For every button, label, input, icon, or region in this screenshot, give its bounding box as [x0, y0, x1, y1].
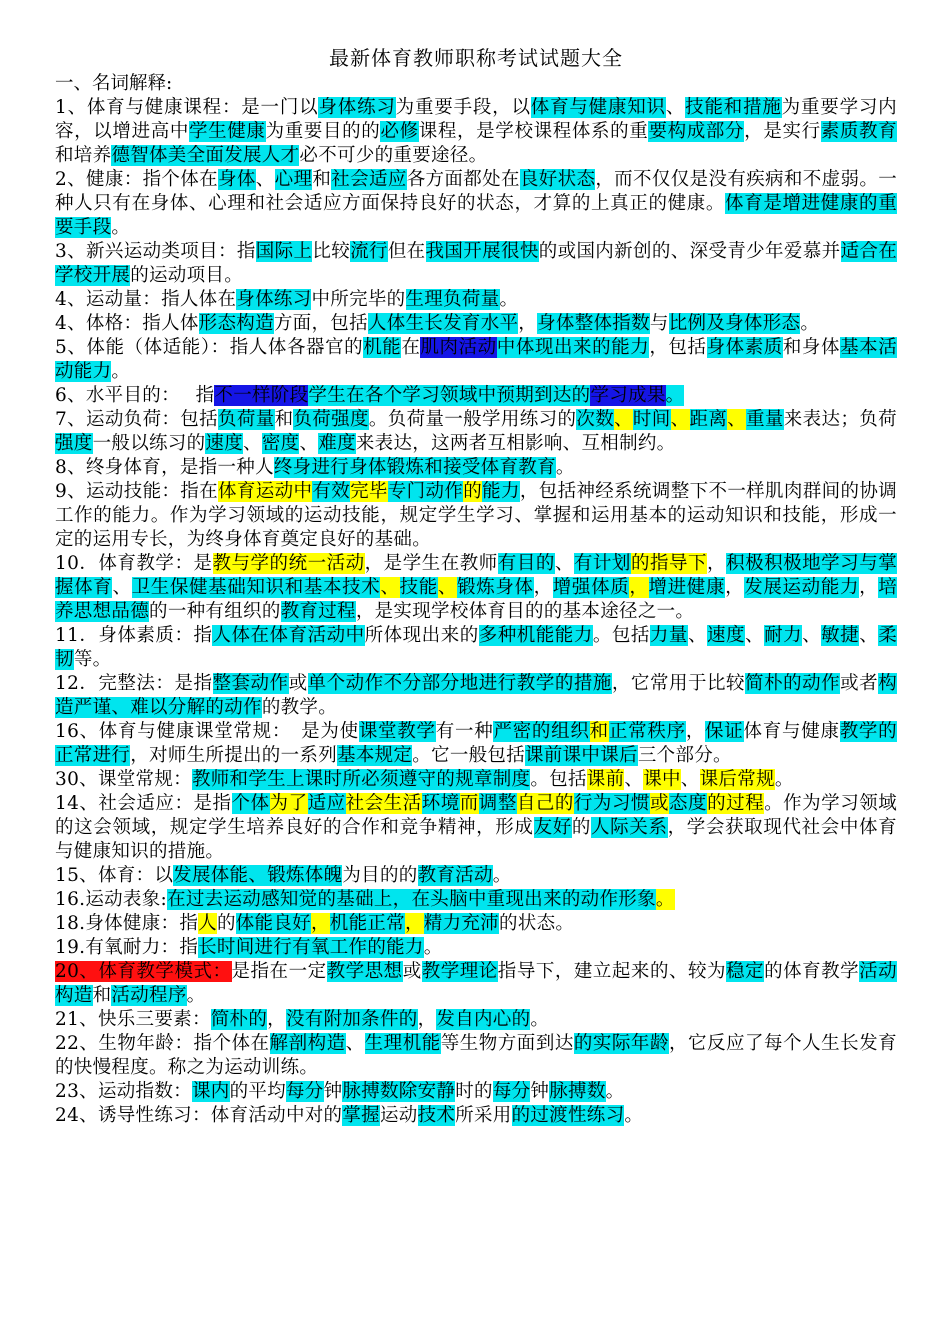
highlighted-text: 密度 [261, 433, 300, 454]
highlighted-text: 体育运动中 [218, 481, 313, 502]
text-run: ， [267, 1009, 286, 1030]
text-run: ，是实现学校体育目的的基本途径之一。 [355, 601, 695, 622]
highlighted-text: 学生健康 [189, 121, 266, 142]
highlighted-text: 耐力 [764, 625, 803, 646]
highlighted-text: 在过去运动感知觉的基础上，在头脑中重现出来的动作形象 [167, 889, 656, 910]
highlighted-text: 技能和措施 [685, 97, 782, 118]
highlighted-text: 脉搏数 [549, 1081, 606, 1102]
highlighted-text: 时间 [632, 409, 671, 430]
highlighted-text: 、 [380, 577, 400, 598]
text-run: 的运动项目。 [130, 265, 244, 286]
highlighted-text: 人 [198, 913, 217, 934]
highlighted-text: 心理 [274, 169, 313, 190]
text-run: ， [707, 553, 727, 574]
text-run: ，包括 [649, 337, 707, 358]
definition-entry [55, 384, 897, 408]
highlighted-text: 为了 [269, 793, 308, 814]
text-run: 方面，包括 [273, 313, 368, 334]
document-page [55, 46, 897, 1128]
text-run: 。包括 [530, 769, 587, 790]
highlighted-text: 形态构造 [198, 313, 274, 334]
highlighted-text: 身体素质 [706, 337, 783, 358]
text-run: 指导下，建立起来的、较为 [497, 961, 727, 982]
highlighted-text: 素质教育 [820, 121, 897, 142]
highlighted-text: 速度 [706, 625, 746, 646]
highlighted-text: 教学的正常进行 [55, 721, 897, 766]
text-run: 和身体 [782, 337, 841, 358]
highlighted-text: 课前课中课后 [525, 745, 638, 766]
highlighted-text: 没有附加条件的 [285, 1009, 418, 1030]
text-run: 但在 [387, 241, 426, 262]
highlighted-text: 教育活动 [417, 865, 493, 886]
text-run: 。 [111, 217, 131, 238]
highlighted-text: 课中 [643, 769, 681, 790]
highlighted-text: 机能正常 [329, 913, 405, 934]
highlighted-text: ， [310, 913, 330, 934]
text-run: 各方面都处在 [406, 169, 520, 190]
definition-entry [55, 456, 897, 480]
highlighted-text: 适合在学校开展 [55, 241, 898, 286]
highlighted-text: 的 [463, 481, 483, 502]
highlighted-text: 完毕 [350, 481, 388, 502]
highlighted-text: 环境 [421, 793, 460, 814]
text-run: 体育与健康 [743, 721, 840, 742]
text-run: 和 [312, 169, 332, 190]
text-run: 7、运动负荷：包括 [55, 409, 219, 430]
highlighted-text: 的指导下 [630, 553, 708, 574]
highlighted-text: 发展体能、锻炼体魄 [173, 865, 343, 886]
text-run: ， [417, 1009, 437, 1030]
text-run: 、 [802, 625, 822, 646]
text-run: 21、快乐三要素： [55, 1009, 211, 1030]
text-run: 所体现出来的 [364, 625, 479, 646]
section-heading: 一、名词解释: [55, 73, 173, 94]
text-run: 为重要学习内容，以增进高中 [55, 97, 897, 142]
text-run: 或 [288, 673, 308, 694]
highlighted-text: 或 [649, 793, 670, 814]
highlighted-text: 生理负荷量 [405, 289, 500, 310]
highlighted-text: 强度 [55, 433, 93, 454]
text-run: 23、运动指数： [55, 1081, 192, 1102]
highlighted-text: 身体 [218, 169, 256, 190]
text-run: 、 [299, 433, 319, 454]
highlighted-text: 态度 [669, 793, 708, 814]
definition-entry [55, 312, 897, 336]
text-run: 、 [624, 769, 644, 790]
text-run: 11．身体素质：指 [55, 625, 213, 646]
text-run: 。 [499, 289, 519, 310]
text-run: 为重要目的的 [265, 121, 381, 142]
text-run: 的平均 [229, 1081, 286, 1102]
highlighted-text: 每分 [492, 1081, 531, 1102]
highlighted-text: 体育是增进健康的重要手段 [55, 193, 897, 238]
text-run: 。 [111, 361, 131, 382]
highlighted-text: 正常秩序 [608, 721, 686, 742]
text-run: 16、体育与健康课堂常规： 是为使 [55, 721, 359, 742]
highlighted-text: 力量 [649, 625, 688, 646]
highlighted-text: 基本规定 [337, 745, 413, 766]
text-run: 课程，是学校课程体系的重 [418, 121, 649, 142]
text-run: ，而不仅仅是没有疾病和不虚弱。一种人只有在身体、心理和社会适应方面保持良好的状态，才算的上真正的健康。 [55, 169, 898, 214]
highlighted-text: 身体练习 [318, 97, 396, 118]
highlighted-text: 国际上 [255, 241, 313, 262]
definition-entry [55, 96, 897, 168]
text-run: ，包括神经系统调整下不一样肌肉群间的协调工作的能力。作为学习领域的运动技能，规定学生学习、掌握和运用基本的运动知识和技能，形成一定的运用专长，为终身体育奠定良好的基础。 [55, 481, 898, 550]
text-run: 运动 [379, 1105, 418, 1126]
highlighted-text: 解剖构造 [269, 1033, 346, 1054]
text-run: 、 [112, 577, 132, 598]
highlighted-text: 掌握 [342, 1105, 380, 1126]
text-run: 的一种有组织的 [149, 601, 281, 622]
text-run: ， [859, 577, 879, 598]
highlighted-text: 整套动作 [212, 673, 289, 694]
text-run: 和培养 [55, 145, 112, 166]
highlighted-text: 教与学的统一活动 [212, 553, 365, 574]
highlighted-text: 的实际年龄 [573, 1033, 669, 1054]
text-run: 。包括 [592, 625, 650, 646]
text-run: 与 [649, 313, 669, 334]
highlighted-text: 不一样阶段 [214, 385, 309, 406]
text-run: 14、社会适应：是指 [55, 793, 232, 814]
highlighted-text: 的过渡性练习 [511, 1105, 625, 1126]
highlighted-text: 调整 [478, 793, 517, 814]
highlighted-text: 人体在体育活动中 [212, 625, 365, 646]
text-run: 15、体育：以 [55, 865, 174, 886]
highlighted-text: 保证 [705, 721, 744, 742]
text-run: 18.身体健康：指 [55, 913, 199, 934]
highlighted-text: 人际关系 [591, 817, 668, 838]
highlighted-text: 学习成果 [590, 385, 666, 406]
highlighted-text: 适应 [307, 793, 346, 814]
text-run: 。 [492, 865, 512, 886]
text-run: 钟 [323, 1081, 343, 1102]
highlighted-text: 行为习惯 [573, 793, 650, 814]
text-run: ， [533, 577, 553, 598]
highlighted-text: 课内 [191, 1081, 230, 1102]
text-run: 、 [255, 169, 275, 190]
text-run: 等生物方面到达 [440, 1033, 574, 1054]
text-run: 有一种 [435, 721, 494, 742]
highlighted-text: 教学思想 [326, 961, 403, 982]
text-run: 时的 [455, 1081, 493, 1102]
highlighted-text: 人体生长发育水平 [367, 313, 519, 334]
highlighted-text: 社会适应 [331, 169, 407, 190]
highlighted-text: 中体现出来的能力 [496, 337, 650, 358]
highlighted-text: 有目的 [497, 553, 555, 574]
highlighted-text: 教学理论 [421, 961, 498, 982]
highlighted-text: 课前 [586, 769, 625, 790]
text-run: 或者 [840, 673, 879, 694]
highlighted-text: 比例及身体形态 [668, 313, 801, 334]
text-run: ，对师生所提出的一系列 [130, 745, 338, 766]
highlighted-text: 活动构造 [55, 961, 897, 1006]
highlighted-text: 而 [459, 793, 479, 814]
definition-entry [55, 792, 897, 864]
highlighted-text: 每分 [285, 1081, 324, 1102]
definition-entry [55, 912, 897, 936]
highlighted-text: 脉搏数除安静 [342, 1081, 456, 1102]
text-run: 24、诱导性练习：体育活动中对的 [55, 1105, 343, 1126]
text-run: 比较 [312, 241, 351, 262]
highlighted-text: 体育与健康知识 [530, 97, 666, 118]
definition-entry [55, 768, 897, 792]
text-run: 、 [680, 769, 700, 790]
highlighted-text: 个体 [231, 793, 270, 814]
text-run: 为目的的 [342, 865, 418, 886]
text-run: ，是实行 [744, 121, 821, 142]
text-run: 6、水平目的： 指 [55, 385, 215, 406]
definition-entry [55, 288, 897, 312]
highlighted-text: 负荷量 [218, 409, 275, 430]
highlighted-text: 身体整体指数 [537, 313, 650, 334]
text-run: 4、运动量：指人体在 [55, 289, 237, 310]
highlighted-text: 卫生保健基础知识和基本技术 [131, 577, 381, 598]
text-run: 的教学。 [261, 697, 338, 718]
highlighted-text: 严密的组织 [493, 721, 590, 742]
highlighted-text: 技能 [399, 577, 438, 598]
text-run: 。负荷量一般学用练习的 [368, 409, 577, 430]
text-run: 、 [859, 625, 879, 646]
highlighted-text: 次数 [576, 409, 615, 430]
text-run: ，学会获取现代社会中体育与健康知识的措施。 [55, 817, 897, 862]
definition-entry [55, 888, 897, 912]
text-run: 所采用 [455, 1105, 512, 1126]
text-run: 等。 [73, 649, 112, 670]
highlighted-text: 要构成部分 [648, 121, 745, 142]
highlighted-text: 有效 [312, 481, 351, 502]
text-run: 9、运动技能：指在 [55, 481, 219, 502]
text-run: 。 [530, 1009, 550, 1030]
text-run: 三个部分。 [637, 745, 732, 766]
highlighted-text: 积极积极地学习与掌握体育 [55, 553, 898, 598]
highlighted-text: 、 [670, 409, 690, 430]
definition-entry [55, 336, 897, 384]
highlighted-text: 。 [665, 385, 685, 406]
highlighted-text: 流行 [350, 241, 388, 262]
text-run: 。 [605, 1081, 625, 1102]
highlighted-text: 良好状态 [519, 169, 596, 190]
definition-list [55, 96, 897, 1128]
text-run: 必不可少的重要途径。 [299, 145, 488, 166]
highlighted-text: 课堂教学 [358, 721, 436, 742]
text-run: 和 [92, 985, 112, 1006]
highlighted-text: 、 [437, 577, 458, 598]
highlighted-text: 增强体质 [552, 577, 630, 598]
text-run: 。 [186, 985, 206, 1006]
highlighted-text: 肌肉活动 [420, 337, 497, 358]
text-run: 3、新兴运动类项目：指 [55, 241, 256, 262]
text-run: 22、生物年龄：指个体在 [55, 1033, 270, 1054]
highlighted-text: 技术 [417, 1105, 456, 1126]
highlighted-text: 。 [655, 889, 675, 910]
definition-entry [55, 1080, 897, 1104]
highlighted-text: 培养思想品德 [55, 577, 898, 622]
text-run: 。 [555, 457, 575, 478]
highlighted-text: 稳定 [726, 961, 765, 982]
text-run: 钟 [530, 1081, 550, 1102]
highlighted-text: 专门动作 [387, 481, 464, 502]
highlighted-text: 生理机能 [364, 1033, 441, 1054]
text-run: ，它常用于比较 [611, 673, 746, 694]
definition-entry [55, 720, 897, 768]
highlighted-text: 负荷强度 [293, 409, 369, 430]
highlighted-text: 教师和学生上课时所必须遵守的规章制度 [191, 769, 531, 790]
text-run: 4、体格：指人体 [55, 313, 199, 334]
text-run: 。 [423, 937, 443, 958]
text-run: ， [685, 721, 706, 742]
highlighted-text: 发自内心的 [436, 1009, 531, 1030]
definition-entry [55, 1008, 897, 1032]
text-run: 。 [774, 769, 794, 790]
highlighted-text: 的过程 [707, 793, 765, 814]
highlighted-text: 增进健康 [648, 577, 726, 598]
text-run: ， [518, 313, 538, 334]
text-run: ，是学生在教师 [364, 553, 498, 574]
highlighted-text: 精力充沛 [423, 913, 499, 934]
highlighted-text: ， [404, 913, 424, 934]
text-run: 8、终身体育，是指一种人 [55, 457, 274, 478]
text-run: 、 [745, 625, 765, 646]
text-run: 、 [243, 433, 262, 454]
highlighted-text: 课后常规 [699, 769, 775, 790]
highlighted-text: 学生在各个学习领域中预期到达的 [308, 385, 591, 406]
text-run: 来表达，这两者互相影响、互相制约。 [355, 433, 676, 454]
text-run: ，它反应了每个人生长发育的快慢程度。称之为运动训练。 [55, 1033, 897, 1078]
highlighted-text: 能力 [482, 481, 520, 502]
definition-entry [55, 936, 897, 960]
text-run: 1、体育与健康课程：是一门以 [55, 97, 319, 118]
definition-entry [55, 168, 897, 240]
highlighted-text: 多种机能能力 [478, 625, 593, 646]
text-run: 的状态。 [498, 913, 575, 934]
highlighted-text: 敏捷 [821, 625, 860, 646]
highlighted-text: 友好 [533, 817, 572, 838]
definition-entry [55, 1032, 897, 1080]
text-run: 5、体能（体适能）：指人体各器官的 [55, 337, 364, 358]
highlighted-text: 终身进行身体锻炼和接受体育教育 [273, 457, 556, 478]
highlighted-text: 基本活动能力 [55, 337, 898, 382]
text-run: 。作为学习领域的这会领域，规定学生培养良好的合作和竞争精神，形成 [55, 793, 898, 838]
text-run: 和 [274, 409, 294, 430]
highlighted-text: 身体练习 [236, 289, 312, 310]
text-run: 在 [401, 337, 421, 358]
highlighted-text: 速度 [205, 433, 244, 454]
text-run: 一般以练习的 [92, 433, 206, 454]
highlighted-text: 我国开展很快 [425, 241, 539, 262]
definition-entry [55, 624, 897, 672]
text-run: 中所完毕的 [311, 289, 406, 310]
text-run: 的体育教学 [764, 961, 860, 982]
highlighted-text: 德智体美全面发展人才 [111, 145, 300, 166]
highlighted-text: 体能良好 [235, 913, 311, 934]
highlighted-text: 单个动作不分部分地进行教学的措施 [307, 673, 612, 694]
text-run: 是指在一定 [231, 961, 327, 982]
highlighted-text: 必修 [380, 121, 419, 142]
highlighted-text: 机能 [363, 337, 402, 358]
text-run: 2、健康：指个体在 [55, 169, 219, 190]
highlighted-text: 锻炼身体 [457, 577, 534, 598]
text-run: 、 [345, 1033, 365, 1054]
highlighted-text: 社会生活 [345, 793, 422, 814]
text-run: 来表达；负荷 [783, 409, 897, 430]
definition-entry [55, 408, 897, 456]
highlighted-text: 活动程序 [111, 985, 187, 1006]
text-run: 。它一般包括 [412, 745, 526, 766]
definition-entry [55, 552, 897, 624]
highlighted-text: 重量 [746, 409, 784, 430]
text-run: 30、课堂常规： [55, 769, 192, 790]
text-run: 、 [554, 553, 574, 574]
text-run: 的 [571, 817, 592, 838]
text-run: 为重要手段，以 [395, 97, 531, 118]
text-run: 、 [665, 97, 686, 118]
definition-entry [55, 672, 897, 720]
text-run: 。 [624, 1105, 644, 1126]
text-run: ， [725, 577, 745, 598]
text-run: 16.运动表象: [55, 889, 168, 910]
text-run: 的 [216, 913, 236, 934]
text-run: 。 [800, 313, 820, 334]
highlighted-text: 简朴的动作 [745, 673, 841, 694]
highlighted-text: 20、体育教学模式： [55, 961, 232, 982]
highlighted-text: 、 [727, 409, 747, 430]
text-run: 的或国内新创的、深受青少年爱慕并 [538, 241, 841, 262]
highlighted-text: 、 [614, 409, 633, 430]
text-run: 或 [402, 961, 422, 982]
definition-entry [55, 864, 897, 888]
definition-entry [55, 240, 897, 288]
highlighted-text: ， [629, 577, 649, 598]
text-run: 12．完整法：是指 [55, 673, 213, 694]
document-title: 最新体育教师职称考试试题大全 [329, 46, 623, 70]
highlighted-text: 简朴的 [210, 1009, 268, 1030]
highlighted-text: 构造严谨、难以分解的动作 [55, 673, 897, 718]
definition-entry [55, 480, 897, 552]
highlighted-text: 和 [589, 721, 609, 742]
definition-entry [55, 1104, 897, 1128]
text-run: 19.有氧耐力：指 [55, 937, 199, 958]
highlighted-text: 发展运动能力 [744, 577, 860, 598]
highlighted-text: 距离 [689, 409, 728, 430]
highlighted-text: 自己的 [516, 793, 574, 814]
highlighted-text: 教育过程 [280, 601, 356, 622]
highlighted-text: 长时间进行有氧工作的能力 [198, 937, 424, 958]
text-run: 10．体育教学：是 [55, 553, 213, 574]
highlighted-text: 难度 [318, 433, 356, 454]
text-run: 、 [687, 625, 707, 646]
highlighted-text: 有计划 [573, 553, 631, 574]
highlighted-text: 柔韧 [55, 625, 898, 670]
definition-entry [55, 960, 897, 1008]
